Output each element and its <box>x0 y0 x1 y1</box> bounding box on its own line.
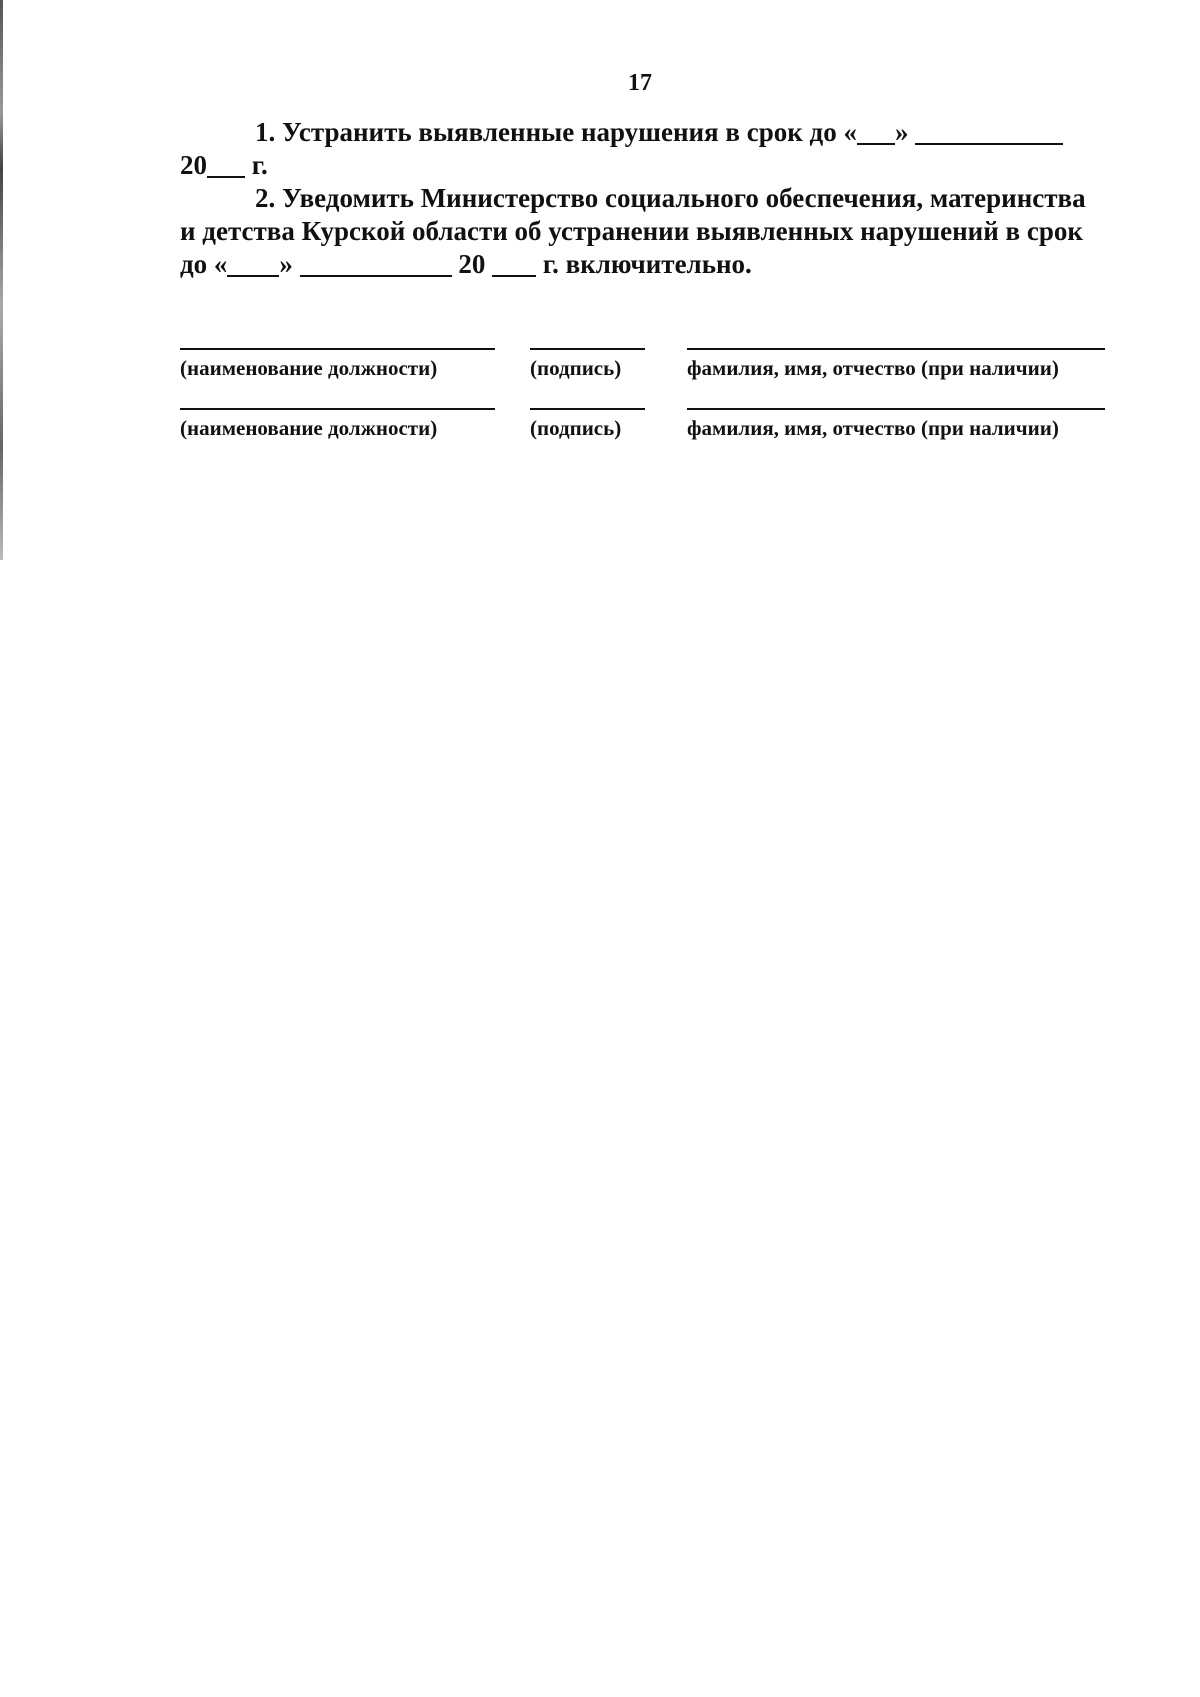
position-label: (наименование должности) <box>180 408 495 441</box>
item-2-text-2: и детства Курской области об устранении выявленных нарушений в срок <box>180 216 1083 246</box>
item-1-text: 1. Устранить выявленные нарушения в срок до « <box>255 117 857 147</box>
year-blank-2 <box>492 251 536 277</box>
month-blank <box>915 119 1063 145</box>
item-2-text-3a: до « <box>180 249 228 279</box>
signature-row-2 <box>180 408 1105 468</box>
item-1-year-suffix: г. <box>245 150 268 180</box>
item-1-year-prefix: 20 <box>180 150 207 180</box>
position-label: (наименование должности) <box>180 348 495 381</box>
item-2-text-3b: » <box>279 249 300 279</box>
day-blank <box>857 119 895 145</box>
item-2-text-1: 2. Уведомить Министерство социального обеспечения, материнства <box>255 183 1086 213</box>
signature-label: (подпись) <box>530 408 645 441</box>
full-name-label: фамилия, имя, отчество (при наличии) <box>687 408 1105 441</box>
item-2-text-3d: г. включительно. <box>536 249 752 279</box>
document-body <box>180 116 1090 281</box>
month-blank-2 <box>300 251 452 277</box>
page-number: 17 <box>628 70 652 96</box>
signature-block <box>180 348 1105 468</box>
item-2-line-2 <box>180 215 1090 248</box>
item-2-text-3c: 20 <box>451 249 493 279</box>
signature-row-1 <box>180 348 1105 408</box>
item-1-line-1 <box>180 116 1090 149</box>
signature-label: (подпись) <box>530 348 645 381</box>
day-blank-2 <box>227 251 279 277</box>
item-2-line-3 <box>180 248 1090 281</box>
item-1-quote: » <box>894 117 916 147</box>
item-1-line-2 <box>180 149 1090 182</box>
year-blank <box>207 152 245 178</box>
item-2-line-1 <box>180 182 1090 215</box>
full-name-label: фамилия, имя, отчество (при наличии) <box>687 348 1105 381</box>
